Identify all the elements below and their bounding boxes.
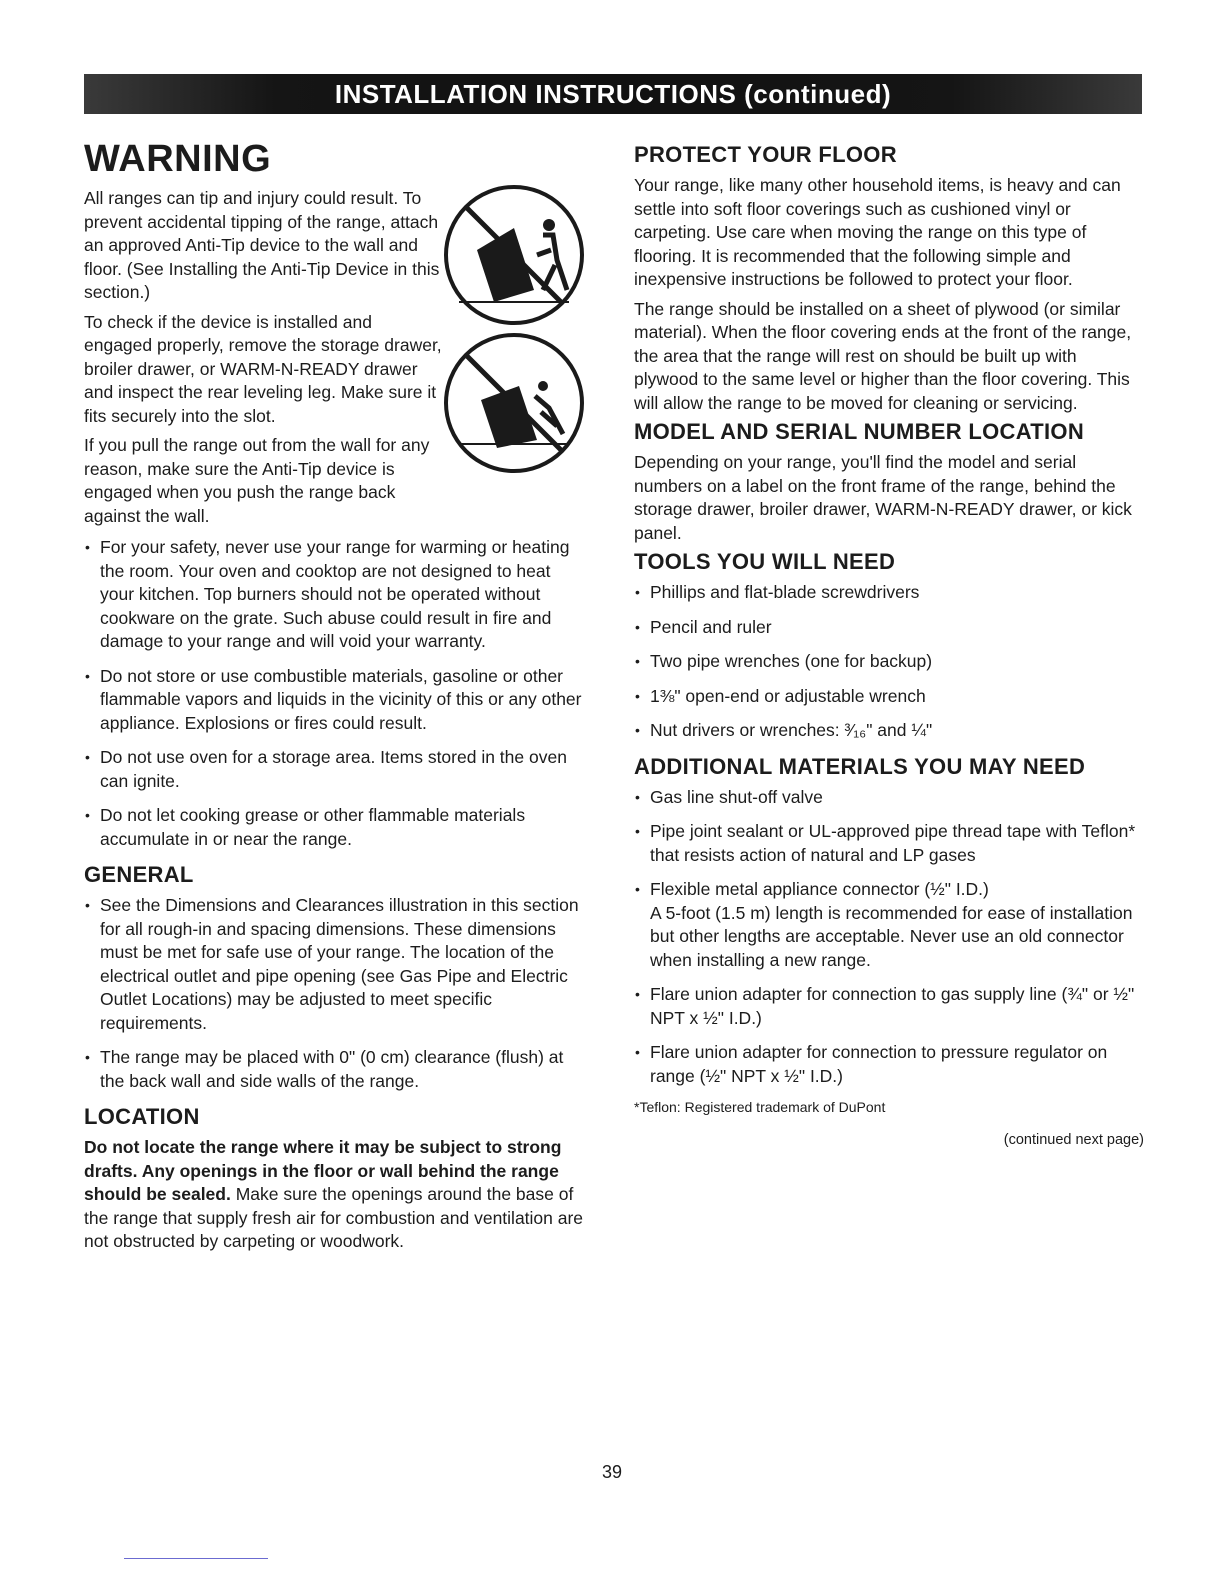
bottom-rule: [124, 1558, 268, 1559]
location-heading: LOCATION: [84, 1104, 200, 1129]
list-item: • Pipe joint sealant or UL-approved pipe thread tape with Teflon* that resists action of natural and LP gases: [634, 820, 1144, 867]
section-header-title: INSTALLATION INSTRUCTIONS (continued): [334, 78, 892, 109]
location-bold-text: Do not locate the range where it may be subject to strong drafts. Any openings in the floor or wall behind the range should be sealed.: [84, 1137, 562, 1204]
connector-item-label: Flexible metal appliance connector (½" I.D.): [650, 879, 989, 899]
list-item: • Pencil and ruler: [634, 616, 1144, 640]
list-item: • Flare union adapter for connection to gas supply line (¾" or ½" NPT x ½" I.D.): [634, 983, 1144, 1030]
continued-note: (continued next page): [1003, 1132, 1144, 1148]
protect-floor-paragraph-1: Your range, like many other household items, is heavy and can settle into soft floor coverings such as cushioned vinyl or carpeting. Use care when moving the range on this type of flooring. It is recommended that the following simple and inexpensive instructions be followed to protect your floor.: [634, 175, 1121, 289]
right-column: [634, 130, 1144, 1153]
general-bullet-list: [84, 894, 589, 1093]
no-tipping-range-icon: [439, 180, 589, 330]
left-column: [84, 130, 589, 1254]
protect-floor-heading: PROTECT YOUR FLOOR: [634, 142, 897, 167]
location-paragraph: [84, 1136, 589, 1254]
connector-note: A 5-foot (1.5 m) length is recommended for ease of installation but other lengths are acceptable. Never use an old connector when installing a new range.: [650, 902, 1133, 970]
list-item: • Do not let cooking grease or other flammable materials accumulate in or near the range.: [84, 804, 589, 851]
list-item: • Two pipe wrenches (one for backup): [634, 650, 1144, 674]
no-tipping-drawer-icon: [439, 328, 589, 478]
warning-section: [84, 138, 589, 528]
protect-floor-paragraph-2: The range should be installed on a sheet of plywood (or similar material). When the floor covering ends at the front of the range, the area that the range will rest on should be built up with plywood to the same level or higher than the floor covering. This will allow the range to be moved for cleaning or servicing.: [634, 298, 1132, 413]
list-item: • Nut drivers or wrenches: ³⁄₁₆" and ¼": [634, 719, 1144, 743]
page-number: 39: [601, 1462, 623, 1482]
list-item: • 1⅜" open-end or adjustable wrench: [634, 685, 1144, 709]
list-item: • Flare union adapter for connection to pressure regulator on range (½" NPT x ½" I.D.): [634, 1041, 1144, 1088]
list-item: • Do not store or use combustible materials, gasoline or other flammable vapors and liquids in the vicinity of this or any other appliance. Explosions or fires could result.: [84, 665, 589, 736]
list-item: • The range may be placed with 0" (0 cm) clearance (flush) at the back wall and side walls of the range.: [84, 1046, 589, 1093]
list-item: • Do not use oven for a storage area. Items stored in the oven can ignite.: [84, 746, 589, 793]
warning-paragraph-1: All ranges can tip and injury could result. To prevent accidental tipping of the range, attach an approved Anti-Tip device to the wall and floor. (See Installing the Anti-Tip Device in this section.): [84, 188, 440, 302]
warning-paragraph-3: If you pull the range out from the wall for any reason, make sure the Anti-Tip device is engaged when you push the range back against the wall.: [84, 435, 430, 526]
list-item: • See the Dimensions and Clearances illustration in this section for all rough-in and spacing dimensions. These dimensions must be met for safe use of your range. The location of the electrical outlet and pipe opening (see Gas Pipe and Electric Outlet Locations) may be adjusted to meet specific requirements.: [84, 894, 589, 1035]
model-serial-paragraph: Depending on your range, you'll find the model and serial numbers on a label on the front frame of the range, behind the storage drawer, broiler drawer, WARM-N-READY drawer, or kick panel.: [634, 452, 1132, 543]
list-item: • For your safety, never use your range for warming or heating the room. Your oven and cooktop are not designed to heat your kitchen. Top burners should not be operated without cookware on the grate. Such abuse could result in fire and damage to your range and will void your warranty.: [84, 536, 589, 654]
model-serial-heading: MODEL AND SERIAL NUMBER LOCATION: [634, 419, 1085, 444]
tools-list: [634, 581, 1144, 743]
materials-heading: ADDITIONAL MATERIALS YOU MAY NEED: [634, 753, 1086, 779]
list-item: [634, 878, 1144, 972]
warning-title: WARNING: [84, 138, 272, 180]
list-item: • Phillips and flat-blade screwdrivers: [634, 581, 1144, 605]
tools-heading: TOOLS YOU WILL NEED: [634, 549, 896, 574]
list-item: • Gas line shut-off valve: [634, 786, 1144, 810]
warning-paragraph-2: To check if the device is installed and engaged properly, remove the storage drawer, broiler drawer, or WARM-N-READY drawer and inspect the rear leveling leg. Make sure it fits securely into the slot.: [84, 311, 442, 426]
teflon-footnote: *Teflon: Registered trademark of DuPont: [634, 1099, 886, 1115]
general-heading: GENERAL: [84, 862, 194, 887]
warning-bullet-list: [84, 536, 589, 851]
section-header-bar: [84, 74, 1142, 114]
materials-list: [634, 786, 1144, 1089]
location-text: Make sure the openings around the base of the range that supply fresh air for combustion and ventilation are not obstructed by carpeting or woodwork.: [84, 1184, 584, 1251]
